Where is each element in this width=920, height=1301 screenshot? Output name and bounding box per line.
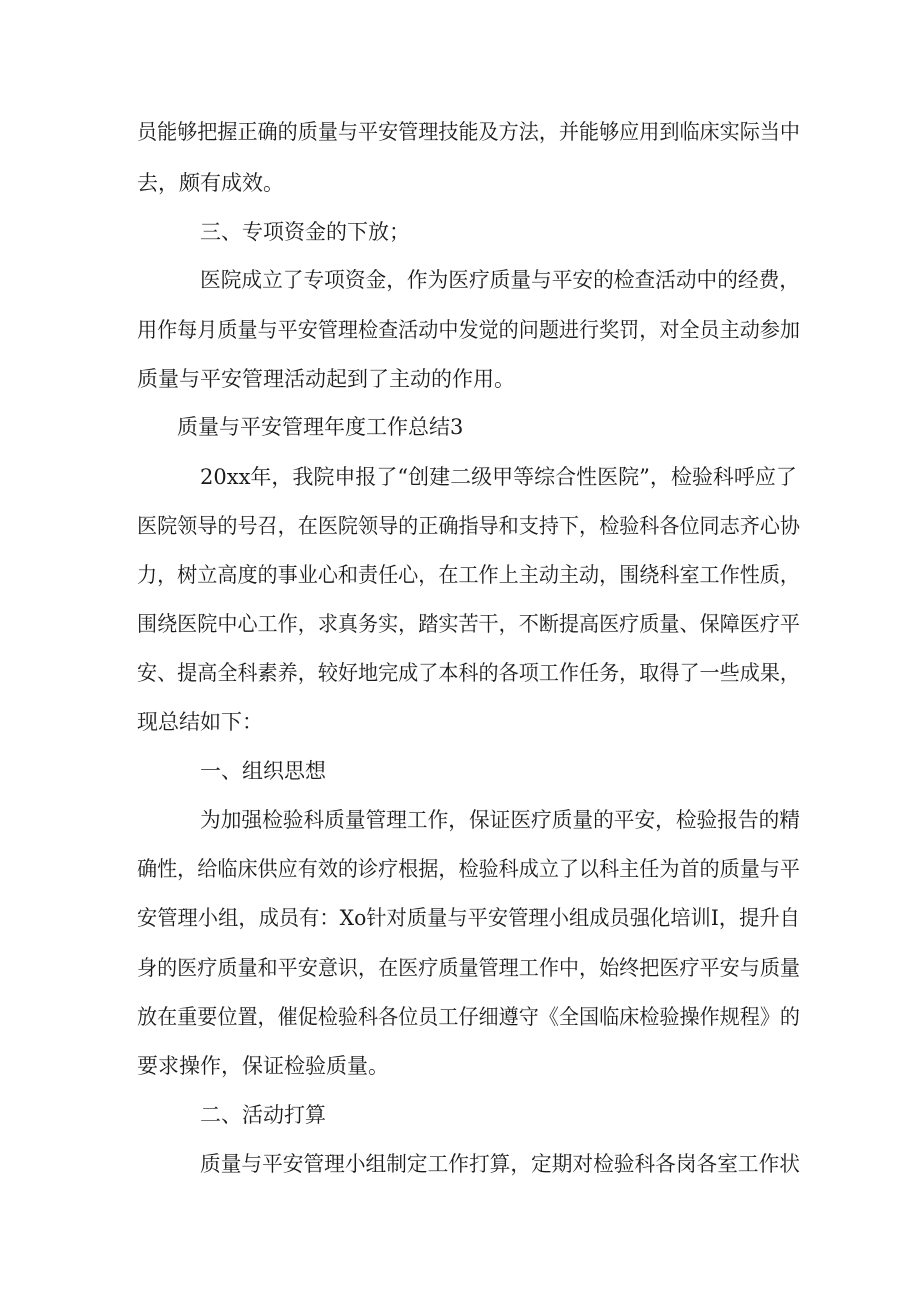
- section-heading: 三、专项资金的下放；: [200, 220, 410, 244]
- section-heading: 一、组织思想: [200, 759, 326, 783]
- text-line: 质量与平安管理活动起到了主动的作用。: [137, 367, 515, 391]
- text-line: 20xx年，我院申报了“创建二级甲等综合性医院”，检验科呼应了: [200, 465, 797, 489]
- text-line: 质量与平安管理小组制定工作打算，定期对检验科各岗各室工作状: [200, 1152, 800, 1176]
- text-line: 要求操作，保证检验质量。: [137, 1054, 389, 1078]
- text-line: 现总结如下：: [137, 710, 263, 734]
- text-line: 医院领导的号召，在医院领导的正确指导和支持下，检验科各位同志齐心协: [137, 514, 800, 538]
- text-line: 为加强检验科质量管理工作，保证医疗质量的平安，检验报告的精: [200, 808, 800, 832]
- text-line: 确性，给临床供应有效的诊疗根据，检验科成立了以科主任为首的质量与平: [137, 857, 800, 881]
- text-line: 围绕医院中心工作，求真务实，踏实苦干，不断提高医疗质量、保障医疗平: [137, 612, 800, 636]
- text-line: 员能够把握正确的质量与平安管理技能及方法，并能够应用到临床实际当中: [137, 120, 800, 144]
- text-line: 医院成立了专项资金，作为医疗质量与平安的检查活动中的经费，: [200, 268, 800, 292]
- text-line: 去，颇有成效。: [137, 171, 284, 195]
- section-heading: 二、活动打算: [200, 1103, 326, 1127]
- text-line: 放在重要位置，催促检验科各位员工仔细遵守《全国临床检验操作规程》的: [137, 1005, 800, 1029]
- document-title: 质量与平安管理年度工作总结3: [177, 415, 464, 439]
- text-line: 身的医疗质量和平安意识，在医疗质量管理工作中，始终把医疗平安与质量: [137, 956, 800, 980]
- text-line: 安、提高全科素养，较好地完成了本科的各项工作任务，取得了一些成果，: [137, 661, 800, 685]
- text-line: 安管理小组，成员有：Xo针对质量与平安管理小组成员强化培训I，提升自: [137, 906, 800, 930]
- text-line: 用作每月质量与平安管理检查活动中发觉的问题进行奖罚，对全员主动参加: [137, 318, 800, 342]
- text-line: 力，树立高度的事业心和责任心，在工作上主动主动，围绕科室工作性质，: [137, 563, 800, 587]
